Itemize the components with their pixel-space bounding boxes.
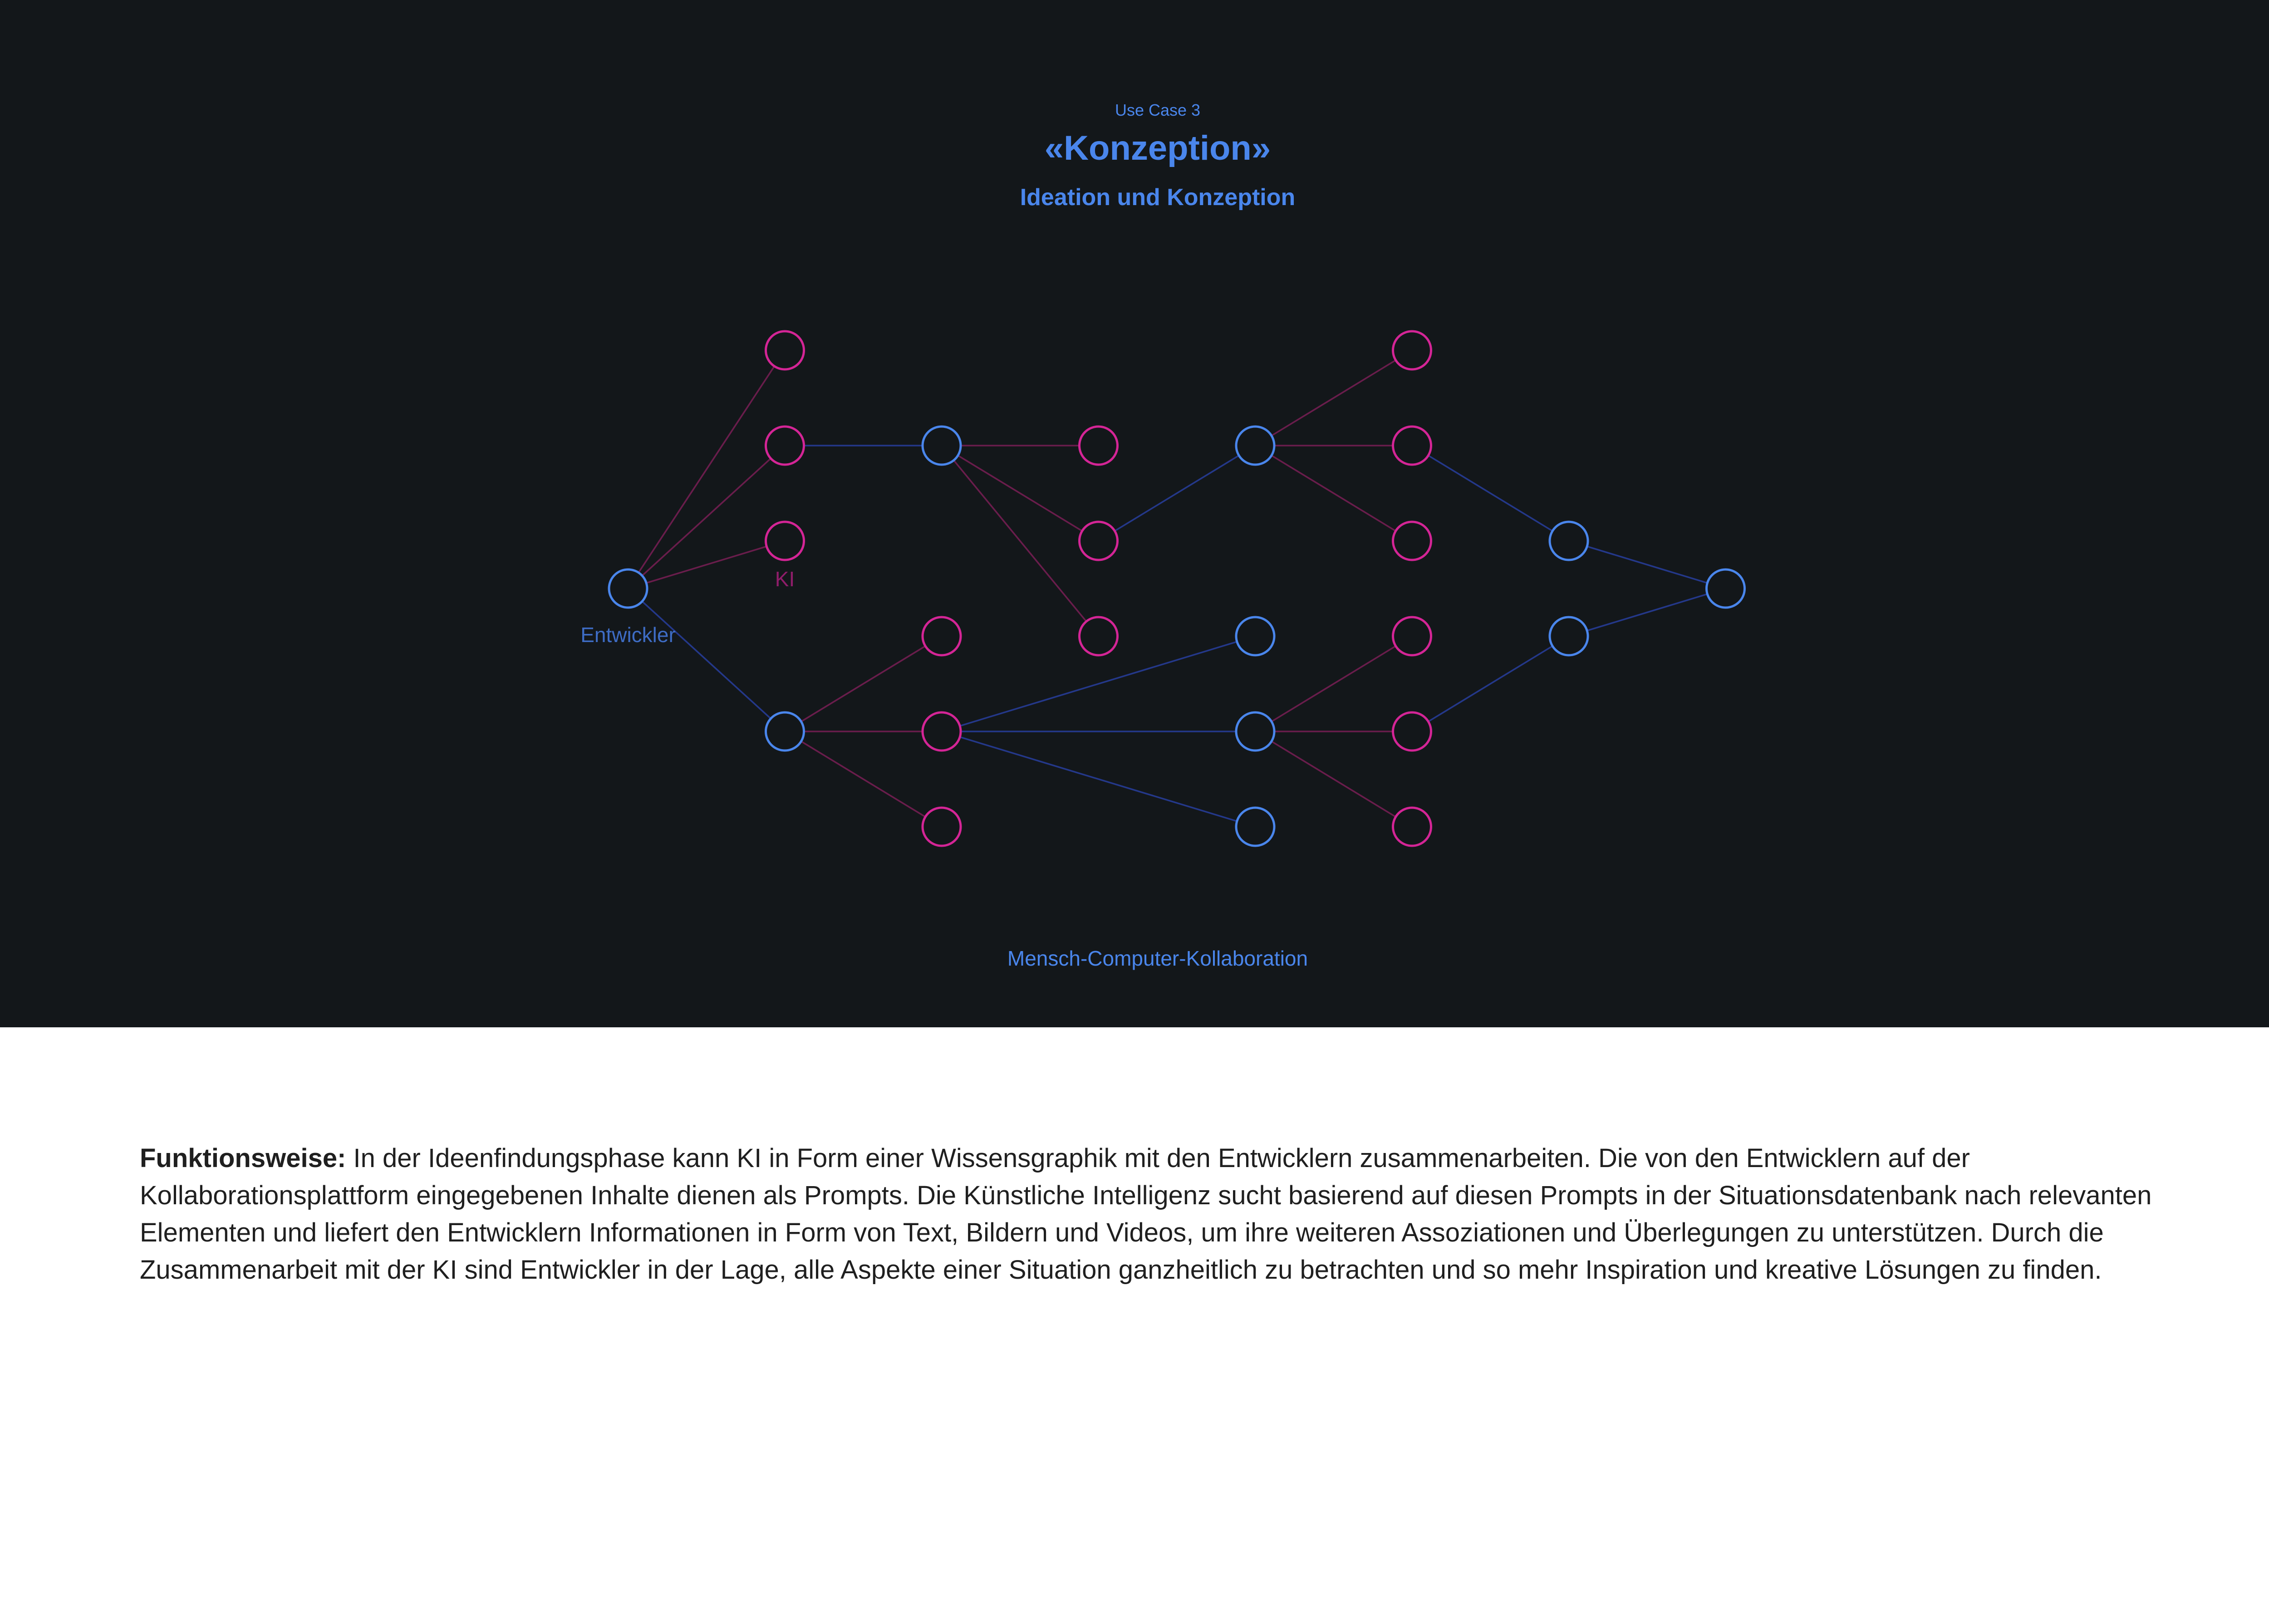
edge-dev-k2 <box>642 458 771 575</box>
ai-node-k5 <box>923 712 961 751</box>
ai-node-k15 <box>1393 808 1431 846</box>
edge-h5-k15 <box>1272 741 1396 817</box>
ai-node-k7 <box>1080 427 1118 465</box>
ai-node-k9 <box>1080 617 1118 655</box>
human-node-dev <box>609 569 647 608</box>
ai-node-k14 <box>1393 712 1431 751</box>
edge-h2-k8 <box>958 456 1082 531</box>
use-case-label: Use Case 3 <box>1115 101 1201 119</box>
edge-h5-k13 <box>1272 646 1396 721</box>
edge-k5-h6 <box>960 737 1237 821</box>
edge-k14-h8 <box>1428 646 1552 721</box>
ai-label: KI <box>775 567 795 591</box>
edge-k11-h7 <box>1428 456 1552 531</box>
human-node-h5 <box>1236 712 1274 751</box>
diagram-caption: Mensch-Computer-Kollaboration <box>1007 947 1308 970</box>
edge-h7-h9 <box>1587 546 1707 583</box>
ai-node-k10 <box>1393 331 1431 369</box>
edge-dev-h1 <box>642 601 771 718</box>
human-node-h2 <box>923 427 961 465</box>
page-title: «Konzeption» <box>1044 129 1271 167</box>
ai-node-k1 <box>766 331 804 369</box>
human-node-h8 <box>1550 617 1588 655</box>
edge-k8-h3 <box>1115 456 1239 531</box>
edge-h3-k10 <box>1272 360 1396 436</box>
description-lead: Funktionsweise: <box>140 1143 346 1173</box>
human-node-h7 <box>1550 522 1588 560</box>
developer-label: Entwickler <box>580 623 676 647</box>
edge-h3-k12 <box>1272 456 1396 531</box>
human-node-h1 <box>766 712 804 751</box>
edge-h2-k9 <box>954 460 1086 621</box>
edge-h8-h9 <box>1587 594 1707 631</box>
human-node-h4 <box>1236 617 1274 655</box>
ai-node-k8 <box>1080 522 1118 560</box>
edge-dev-k3 <box>646 546 766 583</box>
ai-node-k6 <box>923 808 961 846</box>
description-paragraph <box>140 1140 2182 1289</box>
graph-edges <box>638 360 1707 821</box>
edge-dev-k1 <box>638 366 774 573</box>
page-subtitle: Ideation und Konzeption <box>1020 184 1296 211</box>
human-node-h6 <box>1236 808 1274 846</box>
human-node-h9 <box>1707 569 1745 608</box>
human-node-h3 <box>1236 427 1274 465</box>
edge-h1-k6 <box>801 741 925 817</box>
ai-node-k3 <box>766 522 804 560</box>
ai-node-k4 <box>923 617 961 655</box>
ai-node-k11 <box>1393 427 1431 465</box>
ai-node-k12 <box>1393 522 1431 560</box>
ai-node-k13 <box>1393 617 1431 655</box>
ai-node-k2 <box>766 427 804 465</box>
edge-h1-k4 <box>801 646 925 721</box>
description-text: In der Ideenfindungsphase kann KI in Form einer Wissensgraphik mit den Entwicklern zusammenarbeiten. Die von den Entwicklern auf der Kollaborationsplattform eingegebenen Inhalte dienen als Prompts. Die Künstliche Intelligenz sucht basierend auf diesen Prompts in der Situationsdatenbank nach relevanten Elementen und liefert den Entwicklern Informationen in Form von Text, Bildern und Videos, um ihre weiteren Assoziationen und Überlegungen zu unterstützen. Durch die Zusammenarbeit mit der KI sind Entwickler in der Lage, alle Aspekte einer Situation ganzheitlich zu betrachten und so mehr Inspiration und kreative Lösungen zu finden. <box>140 1143 2152 1285</box>
